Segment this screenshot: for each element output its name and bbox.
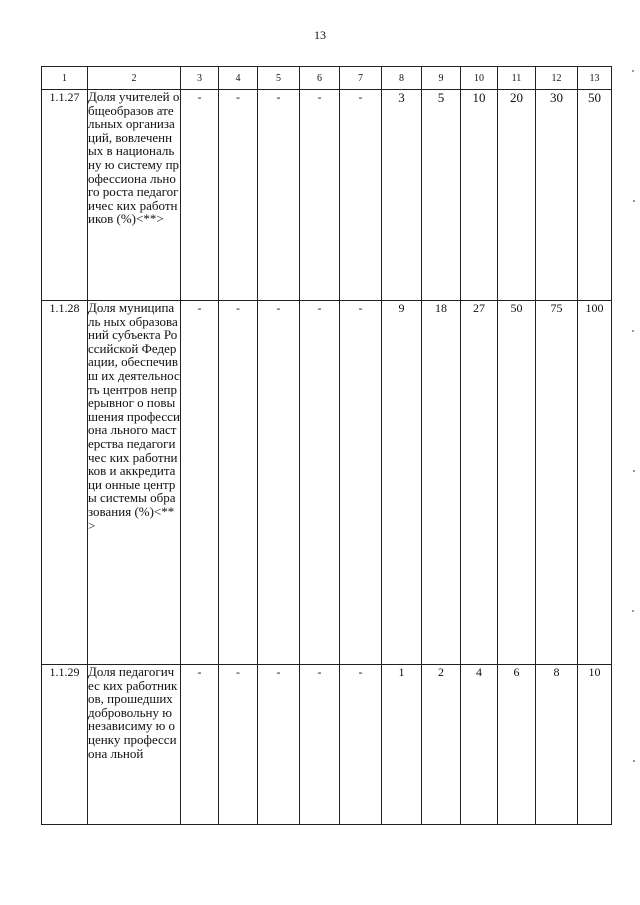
indicator-code: 1.1.28 [42,301,88,665]
page-number: 13 [314,28,326,42]
value-cell: - [340,301,382,665]
value-cell: 75 [536,301,578,665]
value-cell: 50 [498,301,536,665]
value-cell: 2 [422,665,461,825]
scan-speck [632,330,634,332]
value-cell: - [181,301,219,665]
value-cell: - [340,90,382,301]
indicator-table [41,66,612,825]
value-cell: 10 [578,665,612,825]
value-cell: 4 [461,665,498,825]
value-cell: 3 [382,90,422,301]
table-row [42,301,612,665]
indicator-code: 1.1.29 [42,665,88,825]
scan-speck [633,760,635,762]
scan-speck [633,470,635,472]
value-cell: 18 [422,301,461,665]
value-cell: 9 [382,301,422,665]
column-header: 5 [258,67,300,90]
column-header: 6 [300,67,340,90]
value-cell: 10 [461,90,498,301]
value-cell: - [181,665,219,825]
value-cell: - [300,665,340,825]
table-row [42,90,612,301]
column-header: 4 [219,67,258,90]
value-cell: 20 [498,90,536,301]
column-header: 11 [498,67,536,90]
value-cell: 5 [422,90,461,301]
value-cell: 27 [461,301,498,665]
value-cell: - [300,301,340,665]
value-cell: - [340,665,382,825]
column-header: 2 [88,67,181,90]
value-cell: 6 [498,665,536,825]
indicator-description: Доля педагогичес ких работников, прошедших добровольну ю независиму ю оценку профессиона льной [88,665,181,825]
value-cell: 1 [382,665,422,825]
value-cell: 30 [536,90,578,301]
scan-speck [633,200,635,202]
value-cell: 50 [578,90,612,301]
value-cell: - [300,90,340,301]
indicator-description: Доля учителей общеобразов ательных организаций, вовлеченных в национальну ю систему профессиона льного роста педагогичес ких работников (%)<**> [88,90,181,301]
value-cell: - [258,301,300,665]
column-header: 10 [461,67,498,90]
value-cell: - [219,301,258,665]
column-header: 9 [422,67,461,90]
value-cell: - [219,665,258,825]
value-cell: - [181,90,219,301]
value-cell: - [258,665,300,825]
table-row [42,665,612,825]
column-header: 13 [578,67,612,90]
column-number-row [42,67,612,90]
column-header: 3 [181,67,219,90]
value-cell: 100 [578,301,612,665]
value-cell: - [258,90,300,301]
indicator-description: Доля муниципаль ных образований субъекта Российской Федерации, обеспечивш их деятельность центров непрерывног о повышения профессиона льного мастерства педагогичес ких работников и аккредитаци онные центры системы образования (%)<**> [88,301,181,665]
column-header: 8 [382,67,422,90]
column-header: 1 [42,67,88,90]
indicator-code: 1.1.27 [42,90,88,301]
value-cell: 8 [536,665,578,825]
value-cell: - [219,90,258,301]
column-header: 7 [340,67,382,90]
scan-speck [632,70,634,72]
column-header: 12 [536,67,578,90]
scan-speck [632,610,634,612]
